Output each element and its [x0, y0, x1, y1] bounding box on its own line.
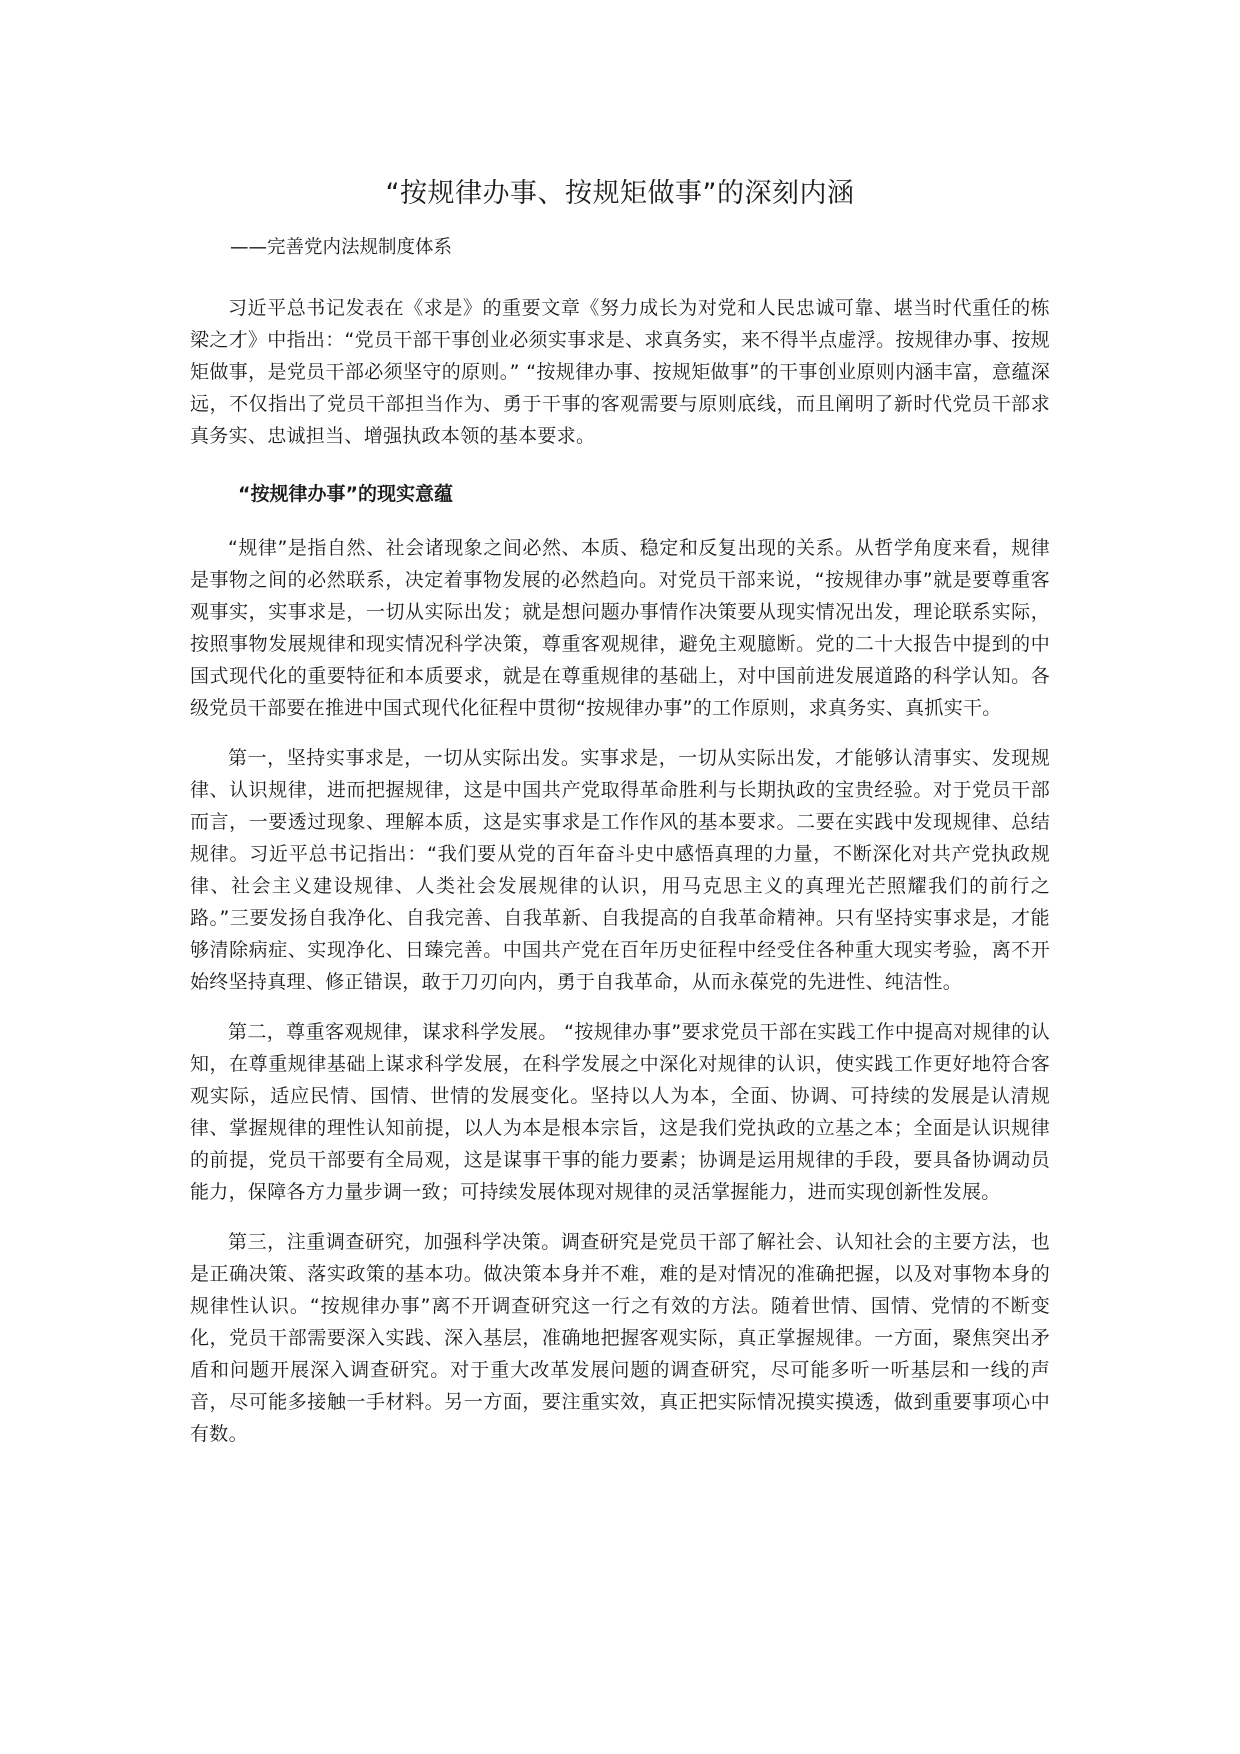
body-paragraph-1: “规律”是指自然、社会诸现象之间必然、本质、稳定和反复出现的关系。从哲学角度来看，规律是事物之间的必然联系，决定着事物发展的必然趋向。对党员干部来说，“按规律办事”就是要尊重客观事实，实事求是，一切从实际出发；就是想问题办事情作决策要从现实情况出发，理论联系实际，按照事物发展规律和现实情况科学决策，尊重客观规律，避免主观臆断。党的二十大报告中提到的中国式现代化的重要特征和本质要求，就是在尊重规律的基础上，对中国前进发展道路的科学认知。各级党员干部要在推进中国式现代化征程中贯彻“按规律办事”的工作原则，求真务实、真抓实干。	[190, 537, 1050, 719]
intro-paragraph: 习近平总书记发表在《求是》的重要文章《努力成长为对党和人民忠诚可靠、堪当时代重任的栋梁之才》中指出：“党员干部干事创业必须实事求是、求真务实，来不得半点虚浮。按规律办事、按规矩做事，是党员干部必须坚守的原则。” “按规律办事、按规矩做事”的干事创业原则内涵丰富，意蕴深远，不仅指出了党员干部担当作为、勇于干事的客观需要与原则底线，而且阐明了新时代党员干部求真务实、忠诚担当、增强执政本领的基本要求。	[190, 297, 1050, 447]
body-paragraph-4: 第三，注重调查研究，加强科学决策。调查研究是党员干部了解社会、认知社会的主要方法，也是正确决策、落实政策的基本功。做决策本身并不难，难的是对情况的准确把握，以及对事物本身的规律性认识。“按规律办事”离不开调查研究这一行之有效的方法。随着世情、国情、党情的不断变化，党员干部需要深入实践、深入基层，准确地把握客观实际，真正掌握规律。一方面，聚焦突出矛盾和问题开展深入调查研究。对于重大改革发展问题的调查研究，尽可能多听一听基层和一线的声音，尽可能多接触一手材料。另一方面，要注重实效，真正把实际情况摸实摸透，做到重要事项心中有数。	[190, 1231, 1050, 1445]
document-page	[190, 176, 1050, 1468]
body-paragraph-2: 第一，坚持实事求是，一切从实际出发。实事求是，一切从实际出发，才能够认清事实、发现规律、认识规律，进而把握规律，这是中国共产党取得革命胜利与长期执政的宝贵经验。对于党员干部而言，一要透过现象、理解本质，这是实事求是工作作风的基本要求。二要在实践中发现规律、总结规律。习近平总书记指出：“我们要从党的百年奋斗史中感悟真理的力量，不断深化对共产党执政规律、社会主义建设规律、人类社会发展规律的认识，用马克思主义的真理光芒照耀我们的前行之路。”三要发扬自我净化、自我完善、自我革新、自我提高的自我革命精神。只有坚持实事求是，才能够清除病症、实现净化、日臻完善。中国共产党在百年历史征程中经受住各种重大现实考验，离不开始终坚持真理、修正错误，敢于刀刃向内，勇于自我革命，从而永葆党的先进性、纯洁性。	[190, 747, 1050, 993]
section-heading: “按规律办事”的现实意蕴	[238, 483, 453, 505]
document-subtitle: ——完善党内法规制度体系	[230, 237, 453, 258]
body-paragraph-3: 第二，尊重客观规律，谋求科学发展。 “按规律办事”要求党员干部在实践工作中提高对规律的认知，在尊重规律基础上谋求科学发展，在科学发展之中深化对规律的认识，使实践工作更好地符合客观实际，适应民情、国情、世情的发展变化。坚持以人为本，全面、协调、可持续的发展是认清规律、掌握规律的理性认知前提，以人为本是根本宗旨，这是我们党执政的立基之本；全面是认识规律的前提，党员干部要有全局观，这是谋事干事的能力要素；协调是运用规律的手段，要具备协调动员能力，保障各方力量步调一致；可持续发展体现对规律的灵活掌握能力，进而实现创新性发展。	[190, 1021, 1050, 1203]
document-title: “按规律办事、按规矩做事”的深刻内涵	[385, 178, 855, 209]
